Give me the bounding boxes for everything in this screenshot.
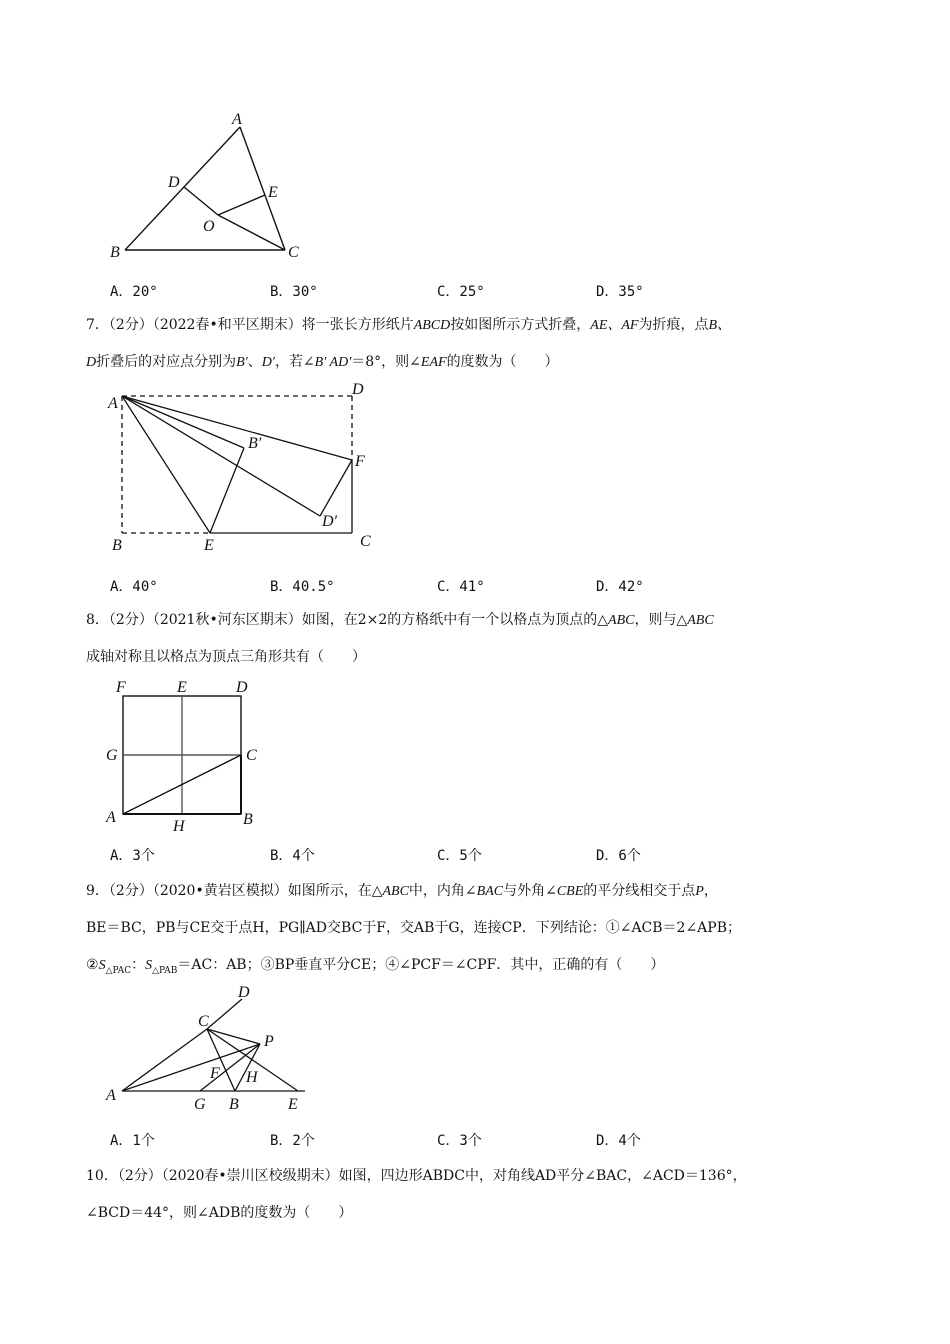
q9-options (110, 1130, 810, 1154)
q7-label-d1: D′ (322, 513, 338, 530)
q7-figure (100, 378, 390, 558)
q7-stem-line1: 7．（2分）（2022春•和平区期末）将一张长方形纸片ABCD按如图所示方式折叠，AE、AF为折痕，点B、 (86, 317, 732, 333)
q9-line-ac (122, 1029, 207, 1091)
q7-option-a[interactable]: A．40° (110, 579, 158, 595)
q7-label-b1: B′ (248, 435, 262, 452)
q8-stem-line2: 成轴对称且以格点为顶点三角形共有（ ） (86, 649, 366, 665)
q6-line-ab (125, 127, 240, 250)
q7-label-e: E (204, 537, 214, 554)
q9-stem-line2: BE＝BC，PB与CE交于点H，PG∥AD交BC于F，交AB于G，连接CP．下列结论：①∠ACB＝2∠APB； (86, 920, 742, 936)
q7-line-b1e (210, 448, 244, 533)
q9-label-h: H (246, 1069, 258, 1086)
q9-line-cp (207, 1029, 260, 1044)
q6-option-c[interactable]: C．25° (437, 284, 485, 300)
q6-line-do (184, 187, 218, 215)
q6-option-a[interactable]: A．20° (110, 284, 158, 300)
q6-line-oc (218, 215, 285, 250)
q7-option-b[interactable]: B．40.5° (270, 579, 335, 595)
q9-label-a: A (106, 1087, 116, 1104)
q7-label-f: F (355, 453, 365, 470)
q8-figure (100, 672, 280, 837)
q6-label-a: A (232, 111, 242, 128)
q7-line-d1f (320, 460, 352, 516)
q9-label-p: P (264, 1033, 274, 1050)
q6-option-d[interactable]: D．35° (596, 284, 644, 300)
q6-figure (100, 105, 320, 270)
q9-figure (100, 982, 315, 1122)
q6-label-b: B (110, 244, 120, 261)
q9-label-d: D (238, 984, 250, 1001)
q8-label-g: G (106, 747, 118, 764)
q6-line-oe (218, 195, 265, 215)
q8-option-a[interactable]: A．3个 (110, 848, 155, 864)
q6-label-d: D (168, 174, 180, 191)
q8-option-d[interactable]: D．6个 (596, 848, 641, 864)
q9-option-a[interactable]: A．1个 (110, 1133, 155, 1149)
q8-label-d: D (236, 679, 248, 696)
q8-label-h: H (173, 818, 185, 835)
q10-stem-line1: 10．（2分）（2020春•崇川区校级期末）如图，四边形ABDC中，对角线AD平分∠BAC，∠ACD＝136°， (86, 1168, 747, 1184)
q7-options (110, 576, 810, 600)
q7-option-c[interactable]: C．41° (437, 579, 485, 595)
q8-stem-line1: 8．（2分）（2021秋•河东区期末）如图，在2×2的方格纸中有一个以格点为顶点的△ABC，则与△ABC (86, 612, 714, 628)
q6-options (110, 281, 810, 305)
q9-label-e: E (288, 1096, 298, 1113)
q8-label-c: C (246, 747, 257, 764)
q9-label-c: C (198, 1013, 209, 1030)
q7-label-a: A (108, 395, 118, 412)
q9-option-c[interactable]: C．3个 (437, 1133, 482, 1149)
q9-line-cd (207, 999, 242, 1029)
q9-option-b[interactable]: B．2个 (270, 1133, 315, 1149)
q9-stem-line1: 9．（2分）（2020•黄岩区模拟）如图所示，在△ABC中，内角∠BAC与外角∠CBE的平分线相交于点P， (86, 883, 718, 899)
q7-label-d: D (352, 381, 364, 398)
q8-label-f: F (116, 679, 126, 696)
q7-stem-line2: D折叠后的对应点分别为B′、D′，若∠B′ AD′＝8°，则∠EAF的度数为（ ） (86, 354, 559, 370)
q10-stem-line2: ∠BCD＝44°，则∠ADB的度数为（ ） (86, 1205, 353, 1221)
q6-label-e: E (268, 184, 278, 201)
q8-option-b[interactable]: B．4个 (270, 848, 315, 864)
q7-line-ab1 (122, 396, 244, 448)
q8-label-a: A (106, 809, 116, 826)
q6-option-b[interactable]: B．30° (270, 284, 318, 300)
q8-option-c[interactable]: C．5个 (437, 848, 482, 864)
q7-label-c: C (360, 533, 371, 550)
q8-label-b: B (243, 811, 253, 828)
q7-line-ad1 (122, 396, 320, 516)
q9-stem-line3: $②S_{\triangle PAC}$：$S_{\triangle PAB}=AC$：AB；③BP垂直平分CE；④∠PCF＝∠CPF．其中，正确的有（ ） (86, 957, 665, 976)
q9-label-b: B (229, 1096, 239, 1113)
q7-label-b: B (112, 537, 122, 554)
q6-label-o: O (203, 218, 215, 235)
q9-option-d[interactable]: D．4个 (596, 1133, 641, 1149)
q7-option-d[interactable]: D．42° (596, 579, 644, 595)
q8-label-e: E (177, 679, 187, 696)
q6-label-c: C (288, 244, 299, 261)
q9-label-f: F (210, 1065, 220, 1082)
q6-line-ac (240, 127, 285, 250)
q9-label-g: G (194, 1096, 206, 1113)
q8-options (110, 845, 810, 869)
